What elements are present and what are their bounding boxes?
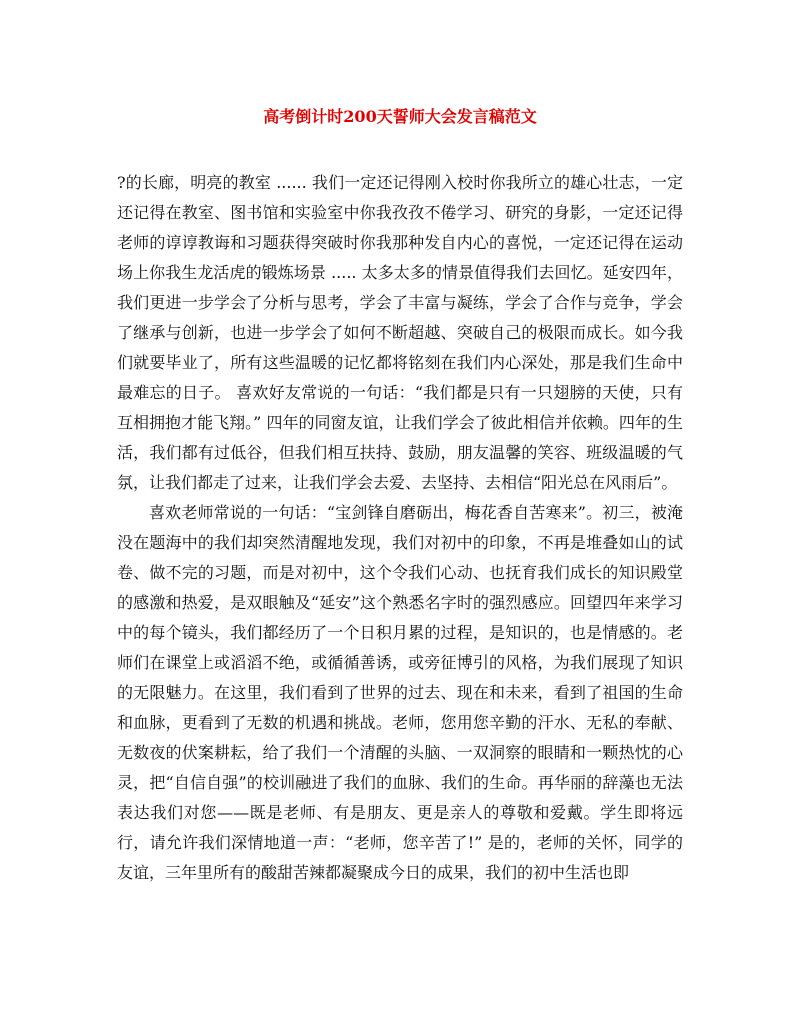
- body-paragraph: ?的长廊，明亮的教室 ...... 我们一定还记得刚入校时你我所立的雄心壮志，一定还记得在教室、图书馆和实验室中你我孜孜不倦学习、研究的身影，一定还记得老师的谆谆教诲和习题获得突破时你我那种发自内心的喜悦，一定还记得在运动场上你我生龙活虎的锻炼场景 ..... 太多太多的情景值得我们去回忆。延安四年，我们更进一步学会了分析与思考，学会了丰富与凝练，学会了合作与竞争，学会了继承与创新，也进一步学会了如何不断超越、突破自己的极限而成长。如今我们就要毕业了，所有这些温暖的记忆都将铭刻在我们内心深处，那是我们生命中最难忘的日子。 喜欢好友常说的一句话：“我们都是只有一只翅膀的天使，只有互相拥抱才能飞翔。” 四年的同窗友谊，让我们学会了彼此相信并依赖。四年的生活，我们都有过低谷，但我们相互扶持、鼓励，朋友温馨的笑容、班级温暖的气氛，让我们都走了过来，让我们学会去爱、去坚持、去相信“阳光总在风雨后”。: [117, 173, 683, 492]
- document-title: 高考倒计时200天誓师大会发言稿范文: [263, 107, 537, 126]
- document-body: [117, 168, 683, 888]
- body-paragraph: 喜欢老师常说的一句话：“宝剑锋自磨砺出，梅花香自苦寒来”。初三，被淹没在题海中的我们却突然清醒地发现，我们对初中的印象，不再是堆叠如山的试卷、做不完的习题，而是对初中，这个令我们心动、也抚育我们成长的知识殿堂的感激和热爱，是双眼触及“延安”这个熟悉名字时的强烈感应。回望四年来学习中的每个镜头，我们都经历了一个日积月累的过程，是知识的，也是情感的。老师们在课堂上或滔滔不绝，或循循善诱，或旁征博引的风格，为我们展现了知识的无限魅力。在这里，我们看到了世界的过去、现在和未来，看到了祖国的生命和血脉，更看到了无数的机遇和挑战。老师，您用您辛勤的汗水、无私的奉献、无数夜的伏案耕耘，给了我们一个清醒的头脑、一双洞察的眼睛和一颗热忱的心灵，把“自信自强”的校训融进了我们的血脉、我们的生命。再华丽的辞藻也无法表达我们对您——既是老师、有是朋友、更是亲人的尊敬和爱戴。学生即将远行，请允许我们深情地道一声：“老师，您辛苦了!” 是的，老师的关怀，同学的友谊，三年里所有的酸甜苦辣都凝聚成今日的成果，我们的初中生活也即: [117, 503, 683, 882]
